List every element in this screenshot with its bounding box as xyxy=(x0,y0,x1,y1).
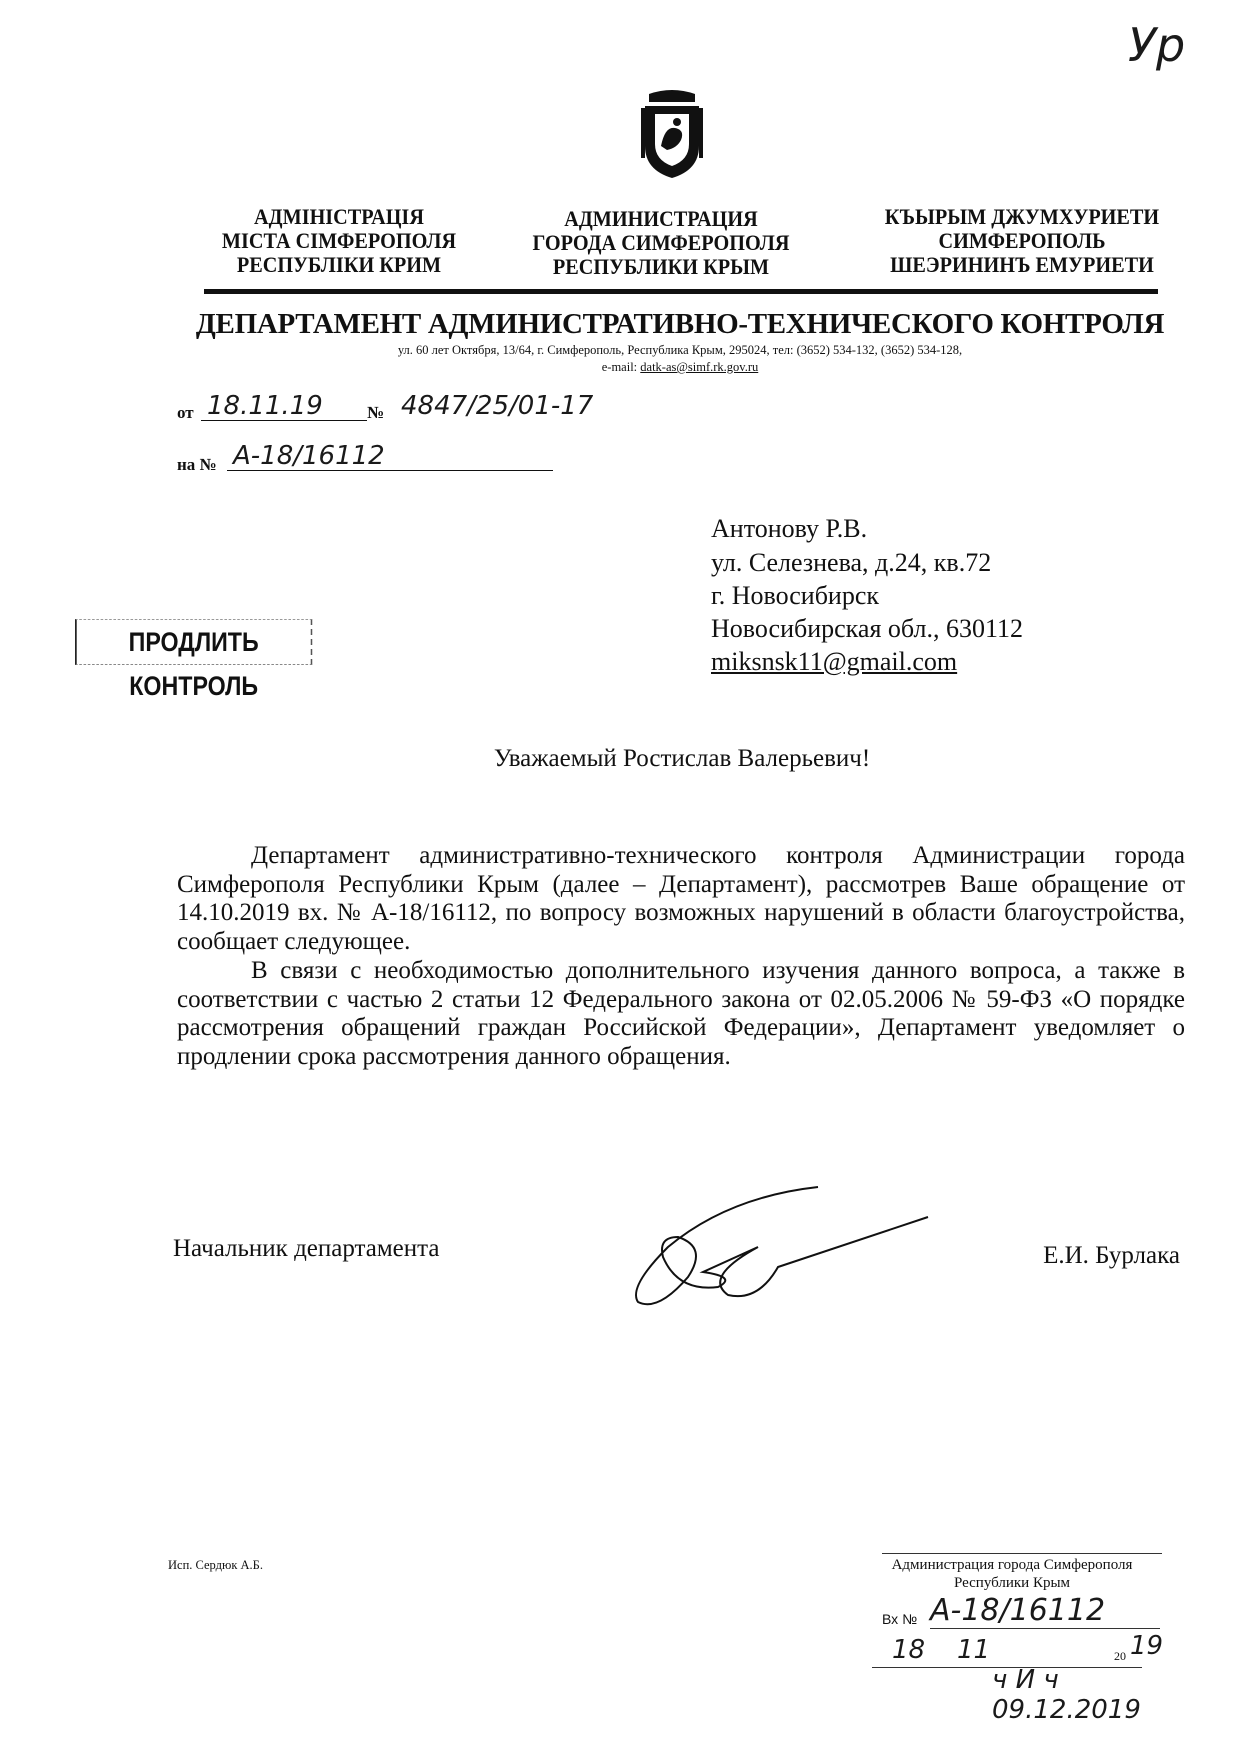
header-line: ГОРОДА СИМФЕРОПОЛЯ xyxy=(532,230,790,255)
header-line: КЪЫРЫМ ДЖУМХУРИЕТИ xyxy=(884,204,1160,229)
control-stamp: ПРОДЛИТЬ КОНТРОЛЬ xyxy=(75,619,312,665)
email-label: e-mail: xyxy=(601,360,638,374)
outgoing-date: 18.11.19 xyxy=(201,394,367,421)
body-paragraph: В связи с необходимостью дополнительного изучения данного вопроса, а также в соответствии с частью 2 статьи 12 Федерального закона от 02.05.2006 № 59-ФЗ «О порядке рассмотрения обращений граждан Российской Федерации», Департамент уведомляет о продлении срока рассмотрения данного обращения. xyxy=(177,956,1185,1070)
resolution-mark: Ур xyxy=(1128,18,1186,72)
header-ukrainian xyxy=(187,205,491,277)
header-line: МІСТА СІМФЕРОПОЛЯ xyxy=(221,228,457,253)
from-label: от xyxy=(177,403,194,422)
department-email[interactable]: datk-as@simf.rk.gov.ru xyxy=(640,360,759,374)
department-address: ул. 60 лет Октября, 13/64, г. Симферополь, Республика Крым, 295024, тел: (3652) 534-132, (3652) 534-128, xyxy=(397,343,963,357)
stamp-note: ч И ч 09.12.2019 xyxy=(992,1665,1141,1725)
header-line: АДМИНИСТРАЦИЯ xyxy=(564,206,758,231)
header-line: СИМФЕРОПОЛЬ xyxy=(938,228,1106,253)
stamp-in-number: А-18/16112 xyxy=(930,1593,1160,1629)
header-crimean-tatar xyxy=(870,205,1174,277)
signer-name: Е.И. Бурлака xyxy=(1043,1242,1180,1269)
body-paragraph: Департамент административно-технического контроля Администрации города Симферополя Республики Крым (далее – Департамент), рассмотрев Ваше обращение от 14.10.2019 вх. № А-18/16112, по вопросу возможных нарушений в области благоустройства, сообщает следующее. xyxy=(177,842,1185,956)
stamp-org-region: Республики Крым xyxy=(953,1575,1071,1591)
recipient-region: Новосибирская обл., 630112 xyxy=(711,614,1023,643)
stamp-in-label: Вх № xyxy=(882,1611,918,1627)
header-line: РЕСПУБЛИКИ КРЫМ xyxy=(552,254,770,279)
header-line: ШЕЭРИНИНЪ ЕМУРИЕТИ xyxy=(890,252,1154,277)
recipient-email[interactable]: miksnsk11@gmail.com xyxy=(711,647,958,676)
stamp-top-line xyxy=(882,1553,1162,1554)
department-title: ДЕПАРТАМЕНТ АДМИНИСТРАТИВНО-ТЕХНИЧЕСКОГО КОНТРОЛЯ xyxy=(195,308,1165,340)
registration-stamp xyxy=(862,1553,1202,1725)
reference-number: А-18/16112 xyxy=(227,444,553,471)
number-label: № xyxy=(367,403,385,422)
stamp-year-prefix: 20 xyxy=(1114,1649,1126,1663)
header-divider xyxy=(204,289,1158,294)
header-russian xyxy=(509,207,813,279)
executor: Исп. Сердюк А.Б. xyxy=(168,1558,263,1572)
recipient-name: Антонову Р.В. xyxy=(711,514,868,543)
handwritten-signature xyxy=(608,1177,938,1317)
recipient-city: г. Новосибирск xyxy=(711,581,880,610)
stamp-day: 18 xyxy=(892,1635,926,1665)
recipient-street: ул. Селезнева, д.24, кв.72 xyxy=(711,548,992,577)
stamp-org: Администрация города Симферополя xyxy=(891,1557,1133,1573)
department-email-line xyxy=(150,360,1210,375)
ref-label: на № xyxy=(177,455,217,474)
outgoing-number: 4847/25/01-17 xyxy=(401,391,594,421)
header-line: РЕСПУБЛІКИ КРИМ xyxy=(236,252,442,277)
greeting: Уважаемый Ростислав Валерьевич! xyxy=(493,745,871,772)
stamp-month: 11 xyxy=(957,1635,991,1665)
letter-body xyxy=(177,842,1185,1072)
stamp-year: 19 xyxy=(1130,1631,1164,1661)
signer-position: Начальник департамента xyxy=(173,1235,440,1262)
emblem xyxy=(641,88,703,182)
header-line: АДМІНІСТРАЦІЯ xyxy=(254,204,424,229)
